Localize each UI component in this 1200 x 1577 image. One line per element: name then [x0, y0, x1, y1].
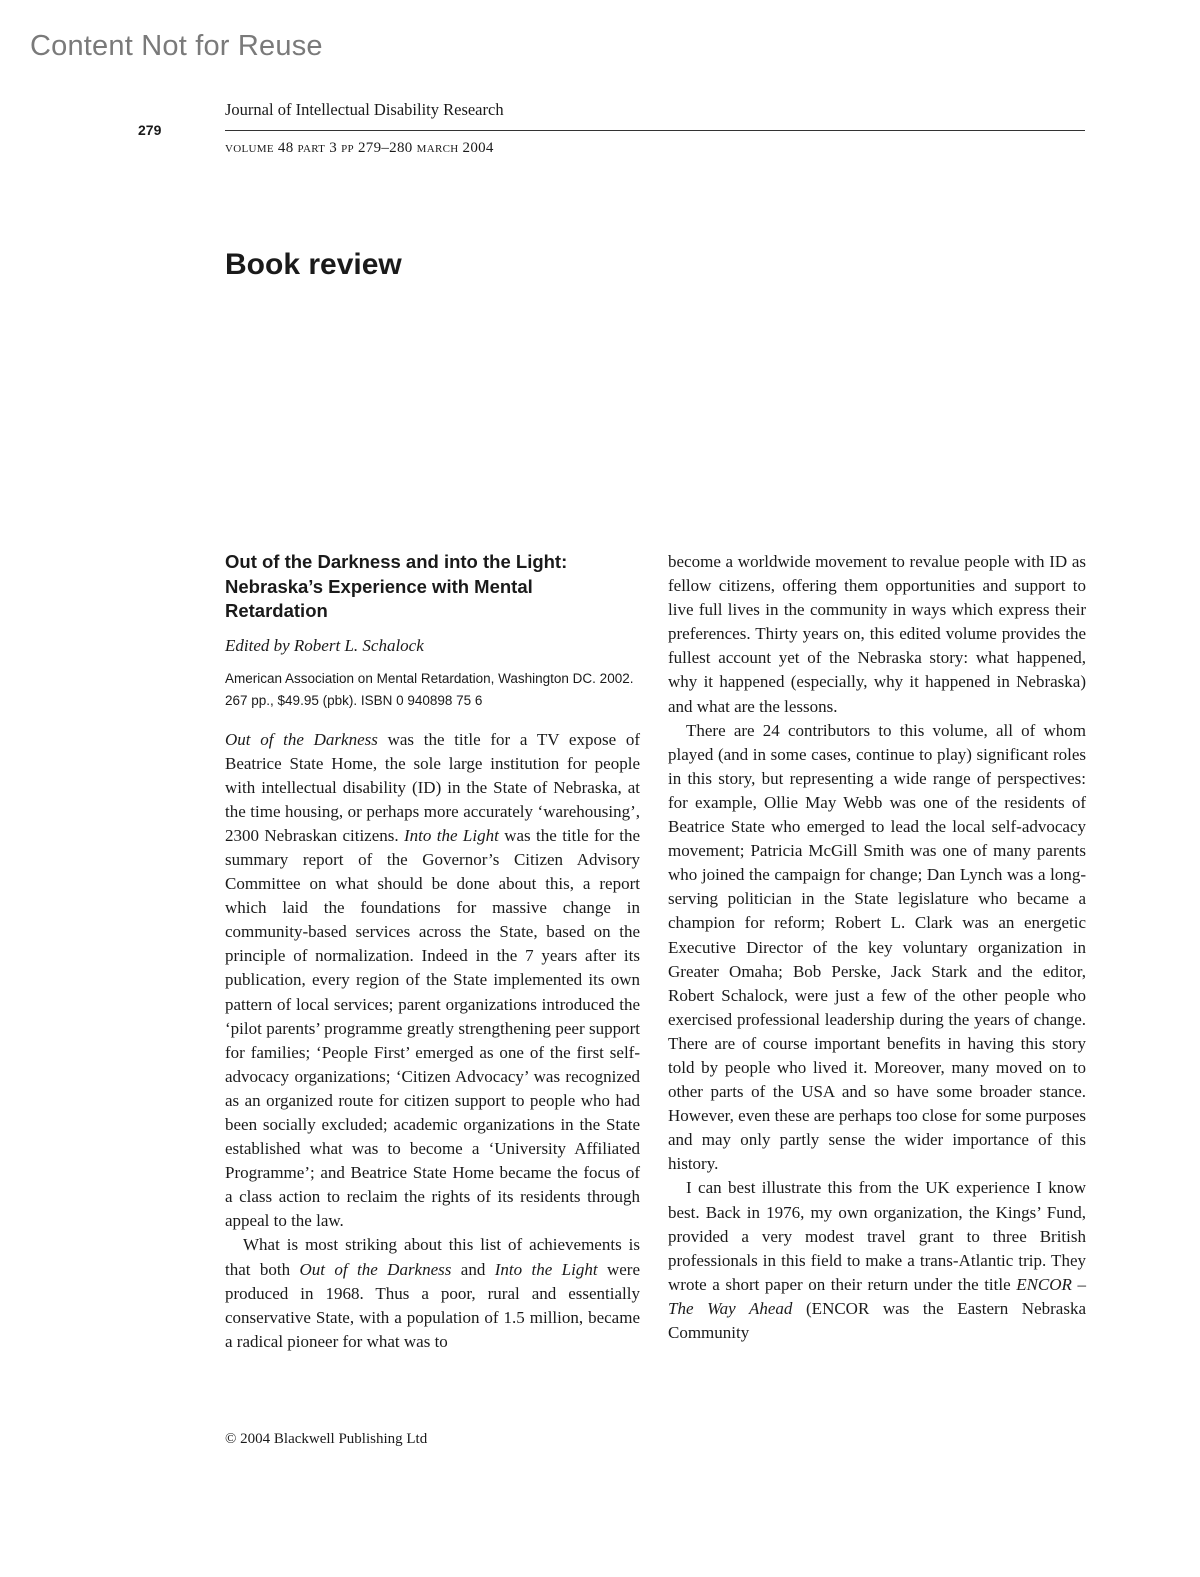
volume-issue-line: volume 48 part 3 pp 279–280 march 2004 [225, 140, 494, 156]
journal-title: Journal of Intellectual Disability Research [225, 100, 504, 119]
book-editor: Edited by Robert L. Schalock [225, 635, 424, 655]
text-run: What is most striking about this list of achievements is that both [225, 1235, 640, 1279]
body-paragraph [225, 1233, 640, 1353]
page-number: 279 [138, 122, 162, 138]
italic-title: Out of the Darkness [225, 729, 378, 749]
copyright-notice: © 2004 Blackwell Publishing Ltd [225, 1431, 428, 1447]
text-run: I can best illustrate this from the UK experience I know best. Back in 1976, my own organization, the Kings’ Fund, provided a very modest travel grant to three British professionals in this field to make a trans-Atlantic trip. They wrote a short paper on their return under the title [668, 1178, 1086, 1294]
italic-title: Into the Light [494, 1259, 598, 1279]
book-title: Out of the Darkness and into the Light: Nebraska’s Experience with Mental Retardation [225, 551, 568, 621]
italic-title: Into the Light [404, 825, 499, 845]
section-title: Book review [225, 248, 402, 281]
italic-title: Out of the Darkness [299, 1259, 452, 1279]
body-paragraph [668, 1176, 1086, 1345]
watermark: Content Not for Reuse [30, 30, 323, 62]
text-run: and [451, 1259, 495, 1279]
left-column [225, 550, 640, 1354]
text-run: was the title for a TV expose of Beatrice State Home, the sole large institution for people with intellectual disability (ID) in the State of Nebraska, at the time housing, or perhaps more accurately ‘warehousing’, 2300 Nebraskan citizens. [225, 729, 640, 845]
right-column [668, 550, 1086, 1345]
text-run: were produced in 1968. Thus a poor, rural and essentially conservative State, with a population of 1.5 million, became a radical pioneer for what was to [225, 1259, 640, 1351]
body-paragraph: become a worldwide movement to revalue people with ID as fellow citizens, offering them opportunities and support to live full lives in the community in ways which express their preferences. Thirty years on, this edited volume provides the fullest account yet of the Nebraska story: what happened, why it happened (especially, why it happened in Nebraska) and what are the lessons. [668, 552, 1086, 716]
italic-title: ENCOR – The Way Ahead [668, 1274, 1086, 1318]
text-run: (ENCOR was the Eastern Nebraska Community [668, 1298, 1086, 1342]
publication-details: American Association on Mental Retardation, Washington DC. 2002. 267 pp., $49.95 (pbk). ISBN 0 940898 75 6 [225, 670, 634, 708]
text-run: was the title for the summary report of the Governor’s Citizen Advisory Committee on what should be done about this, a report which laid the foundations for massive change in community-based services across the State, based on the principle of normalization. Indeed in the 7 years after its publication, every region of the State implemented its own pattern of local services; parent organizations introduced the ‘pilot parents’ programme greatly strengthening peer support for families; ‘People First’ emerged as one of the first self-advocacy organizations; ‘Citizen Advocacy’ was recognized as an organized route for citizen support to people who had been socially excluded; academic organizations in the State established what was to become a ‘University Affiliated Programme’; and Beatrice State Home became the focus of a class action to reclaim the rights of its residents through appeal to the law. [225, 825, 640, 1231]
header-rule [225, 130, 1085, 131]
body-paragraph [225, 728, 640, 1234]
body-paragraph: There are 24 contributors to this volume, all of whom played (and in some cases, continue to play) significant roles in this story, but representing a wide range of perspectives: for example, Ollie May Webb was one of the residents of Beatrice State who emerged to lead the local self-advocacy movement; Patricia McGill Smith was one of many parents who joined the campaign for change; Dan Lynch was a long-serving politician in the State legislature who became a champion for reform; Robert L. Clark was an energetic Executive Director of the key voluntary organization in Greater Omaha; Bob Perske, Jack Stark and the editor, Robert Schalock, were just a few of the other people who exercised professional leadership during the years of change. There are of course important benefits in having this story told by people who lived it. Moreover, many moved on to other parts of the USA and so have some broader stance. However, even these are perhaps too close for some purposes and may only partly sense the wider importance of this history. [668, 720, 1086, 1174]
